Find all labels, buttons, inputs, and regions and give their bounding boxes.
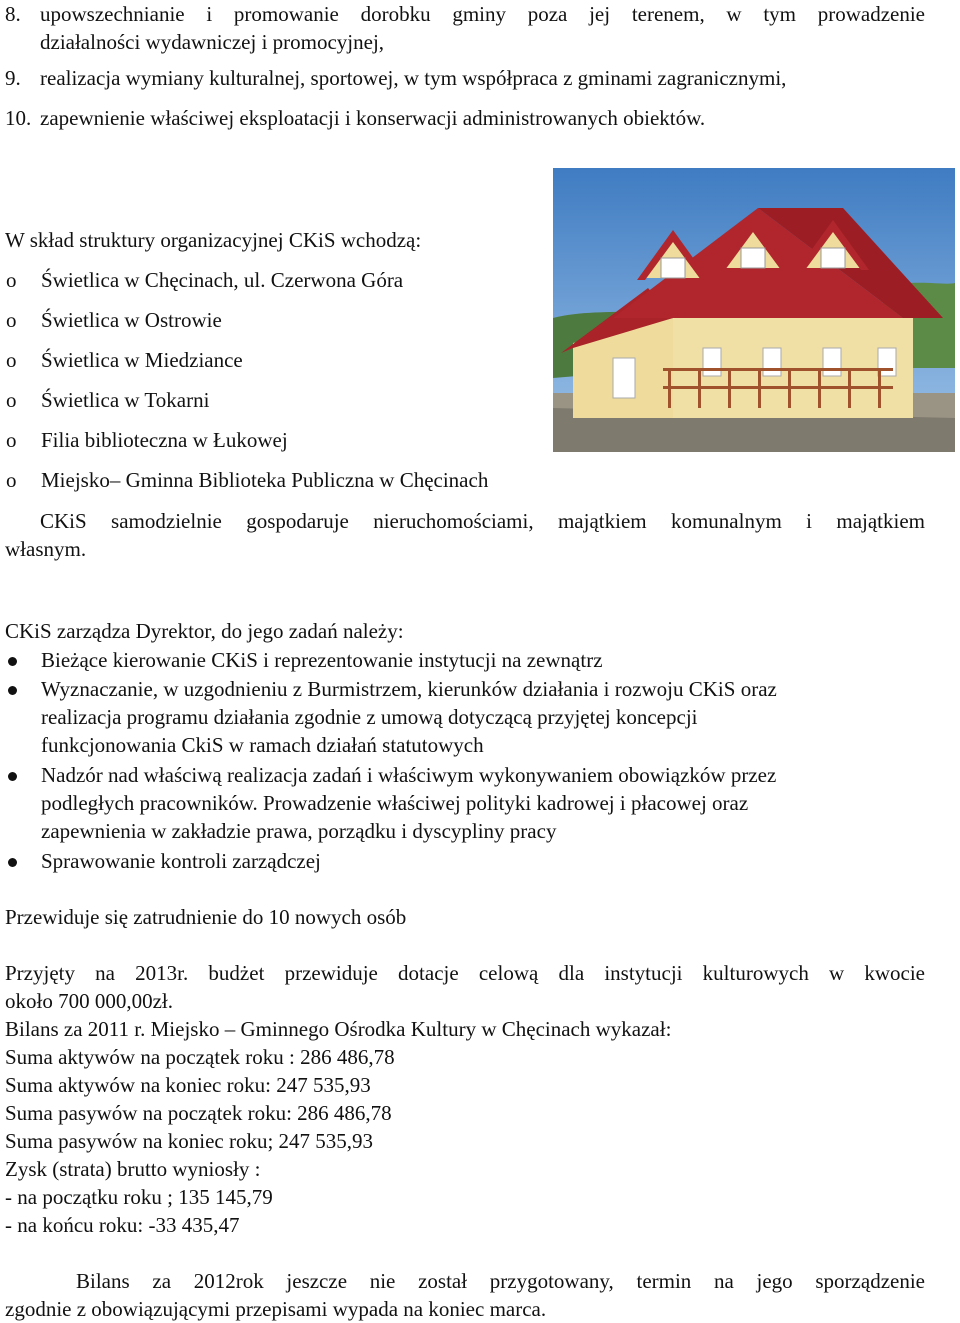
- budget-paragraph-end: około 700 000,00zł.: [5, 989, 173, 1013]
- list-marker: o: [6, 388, 17, 412]
- bullet-icon: [8, 657, 17, 666]
- structure-item: Świetlica w Miedziance: [41, 348, 243, 372]
- closing-paragraph-end: zgodnie z obowiązującymi przepisami wypada na koniec marca.: [5, 1297, 547, 1321]
- list-marker: o: [6, 428, 17, 452]
- balance-line: Suma pasywów na koniec roku; 247 535,93: [5, 1129, 374, 1153]
- bullet-icon: [8, 858, 17, 867]
- director-duty: realizacja programu działania zgodnie z umową dotyczącą przyjętej koncepcji: [41, 705, 698, 729]
- closing-paragraph: Bilans za 2012rok jeszcze nie został przygotowany, termin na jego sporządzenie: [76, 1269, 925, 1293]
- list-number: 10.: [5, 106, 32, 130]
- bullet-icon: [8, 772, 17, 781]
- balance-line: - na końcu roku: -33 435,47: [5, 1213, 240, 1237]
- building-photo: [553, 168, 955, 452]
- list-marker: o: [6, 308, 17, 332]
- director-duty: Nadzór nad właściwą realizacja zadań i właściwym wykonywaniem obowiązków przez: [41, 763, 777, 787]
- list-item-text: zapewnienie właściwej eksploatacji i konserwacji administrowanych obiektów.: [40, 106, 706, 130]
- list-item-text: realizacja wymiany kulturalnej, sportowej, w tym współpraca z gminami zagranicznymi,: [40, 66, 787, 90]
- director-heading: CKiS zarządza Dyrektor, do jego zadań należy:: [5, 619, 404, 643]
- list-item-text: upowszechnianie i promowanie dorobku gminy poza jej terenem, w tym prowadzenie: [40, 2, 925, 26]
- list-marker: o: [6, 468, 17, 492]
- balance-line: Suma aktywów na początek roku : 286 486,78: [5, 1045, 395, 1069]
- employment-note: Przewiduje się zatrudnienie do 10 nowych osób: [5, 905, 407, 929]
- director-duty: podległych pracowników. Prowadzenie właściwej polityki kadrowej i płacowej oraz: [41, 791, 749, 815]
- director-duty: zapewnienia w zakładzie prawa, porządku i dyscypliny pracy: [41, 819, 557, 843]
- budget-paragraph: Przyjęty na 2013r. budżet przewiduje dotacje celową dla instytucji kulturowych w kwocie: [5, 961, 925, 985]
- list-item-text: działalności wydawniczej i promocyjnej,: [40, 30, 385, 54]
- balance-line: - na początku roku ; 135 145,79: [5, 1185, 273, 1209]
- structure-item: Miejsko– Gminna Biblioteka Publiczna w Chęcinach: [41, 468, 489, 492]
- director-duty: funkcjonowania CkiS w ramach działań statutowych: [41, 733, 484, 757]
- director-duty: Wyznaczanie, w uzgodnieniu z Burmistrzem, kierunków działania i rozwoju CKiS oraz: [41, 677, 777, 701]
- structure-item: Filia biblioteczna w Łukowej: [41, 428, 288, 452]
- structure-heading: W skład struktury organizacyjnej CKiS wchodzą:: [5, 228, 422, 252]
- structure-item: Świetlica w Ostrowie: [41, 308, 222, 332]
- balance-heading: Bilans za 2011 r. Miejsko – Gminnego Ośrodka Kultury w Chęcinach wykazał:: [5, 1017, 672, 1041]
- director-duty: Sprawowanie kontroli zarządczej: [41, 849, 321, 873]
- director-duty: Bieżące kierowanie CKiS i reprezentowanie instytucji na zewnątrz: [41, 648, 603, 672]
- structure-paragraph-end: własnym.: [5, 537, 87, 561]
- list-number: 8.: [5, 2, 21, 26]
- balance-line: Zysk (strata) brutto wyniosły :: [5, 1157, 261, 1181]
- bullet-icon: [8, 686, 17, 695]
- balance-line: Suma pasywów na początek roku: 286 486,78: [5, 1101, 392, 1125]
- list-marker: o: [6, 348, 17, 372]
- list-number: 9.: [5, 66, 21, 90]
- structure-item: Świetlica w Chęcinach, ul. Czerwona Góra: [41, 268, 404, 292]
- list-marker: o: [6, 268, 17, 292]
- balance-line: Suma aktywów na koniec roku: 247 535,93: [5, 1073, 371, 1097]
- structure-item: Świetlica w Tokarni: [41, 388, 210, 412]
- structure-paragraph: CKiS samodzielnie gospodaruje nieruchomościami, majątkiem komunalnym i majątkiem: [40, 509, 925, 533]
